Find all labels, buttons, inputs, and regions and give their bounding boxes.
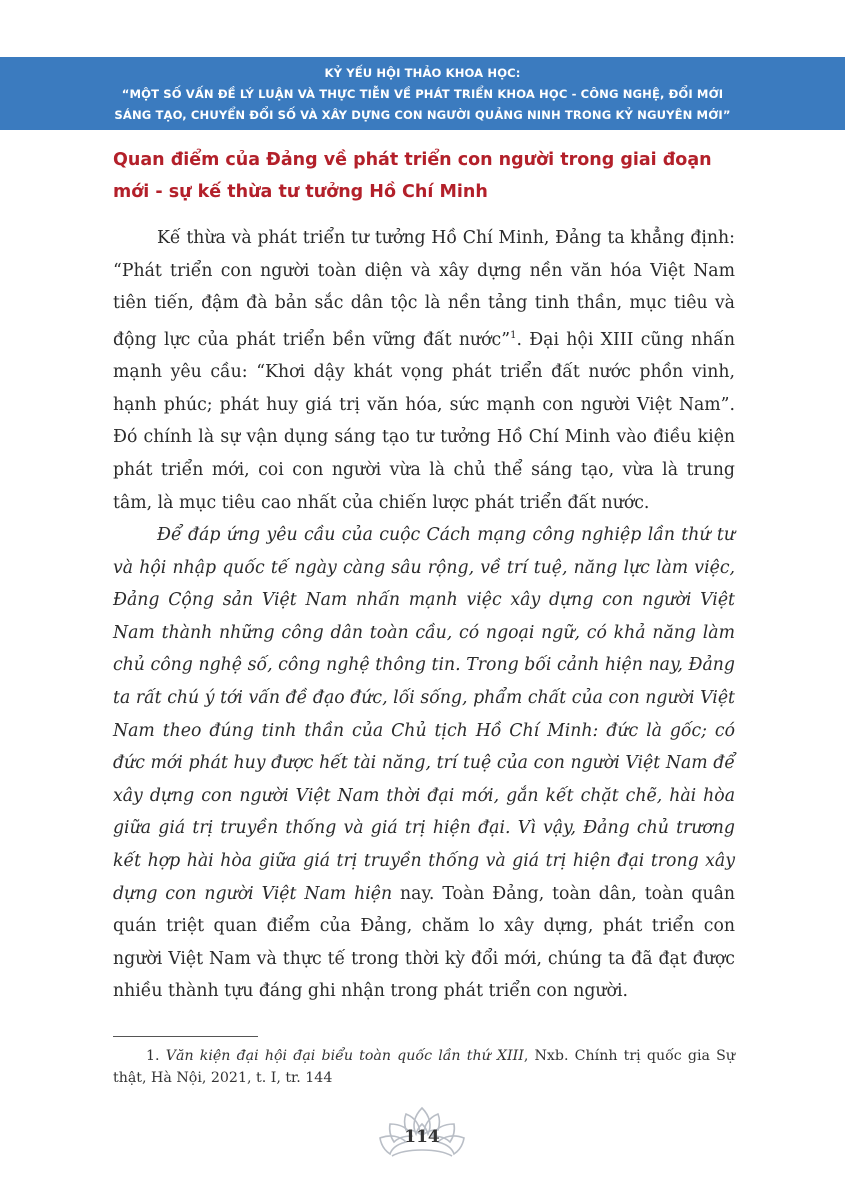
footnote-title: Văn kiện đại hội đại biểu toàn quốc lần thứ XIII [165, 1048, 524, 1064]
page-number-ornament [376, 1104, 468, 1162]
paragraph-2-italic: Để đáp ứng yêu cầu của cuộc Cách mạng công nghiệp lần thứ tư và hội nhập quốc tế ngày càng sâu rộng, về trí tuệ, năng lực làm việc, Đảng Cộng sản Việt Nam nhấn mạnh việc xây dựng con người Việt Nam thành những công dân toàn cầu, có ngoại ngữ, có khả năng làm chủ công nghệ số, công nghệ thông tin. Trong bối cảnh hiện nay, Đảng ta rất chú ý tới vấn đề đạo đức, lối sống, phẩm chất của con người Việt Nam theo đúng tinh thần của Chủ tịch Hồ Chí Minh: đức là gốc; có đức mới phát huy được hết tài năng, trí tuệ của con người Việt Nam để xây dựng con người Việt Nam thời đại mới, gắn kết chặt chẽ, hài hòa giữa giá trị truyền thống và giá trị hiện đại. Vì vậy, Đảng chủ trương kết hợp hài hòa giữa giá trị truyền thống và giá trị hiện đại trong xây dựng con người Việt Nam hiện [113, 525, 735, 904]
header-line-3: SÁNG TẠO, CHUYỂN ĐỔI SỐ VÀ XÂY DỰNG CON NGƯỜI QUẢNG NINH TRONG KỶ NGUYÊN MỚI” [114, 108, 731, 122]
paragraph-1-text-a: Kế thừa và phát triển tư tưởng Hồ Chí Minh, Đảng ta khẳng định: “Phát triển con người toàn diện và xây dựng nền văn hóa Việt Nam tiên tiến, đậm đà bản sắc dân tộc là nền tảng tinh thần, mục tiêu và động lực của phát triển bền vững đất nước” [113, 228, 735, 350]
section-heading-line-2: mới - sự kế thừa tư tưởng Hồ Chí Minh [113, 182, 488, 202]
paragraph-2-normal: nay. Toàn Đảng, toàn dân, toàn quân quán triệt quan điểm của Đảng, chăm lo xây dựng, phát triển con người Việt Nam và thực tế trong thời kỳ đổi mới, chúng ta đã đạt được nhiều thành tựu đáng ghi nhận trong phát triển con người. [113, 883, 736, 1002]
footnote [113, 1046, 735, 1089]
footnote-reference: 1 [510, 329, 517, 341]
section-heading-line-1: Quan điểm của Đảng về phát triển con người trong giai đoạn [113, 150, 712, 170]
paragraph-2 [113, 519, 735, 1008]
header-line-1: KỶ YẾU HỘI THẢO KHOA HỌC: [324, 66, 521, 80]
section-heading [113, 144, 753, 208]
footnote-divider [113, 1036, 258, 1037]
footnote-number: 1. [146, 1048, 160, 1064]
header-banner [0, 57, 845, 130]
paragraph-1 [113, 222, 735, 519]
paragraph-1-text-b: . Đại hội XIII cũng nhấn mạnh yêu cầu: “Khơi dậy khát vọng phát triển đất nước phồn vinh, hạnh phúc; phát huy giá trị văn hóa, sức mạnh con người Việt Nam”. Đó chính là sự vận dụng sáng tạo tư tưởng Hồ Chí Minh vào điều kiện phát triển mới, coi con người vừa là chủ thể sáng tạo, vừa là trung tâm, là mục tiêu cao nhất của chiến lược phát triển đất nước. [113, 329, 735, 513]
body-text [113, 222, 735, 1008]
footnote-rest: , Nxb. Chính trị quốc gia Sự thật, Hà Nội, 2021, t. I, tr. 144 [113, 1048, 735, 1086]
header-line-2: “MỘT SỐ VẤN ĐỀ LÝ LUẬN VÀ THỰC TIỄN VỀ PHÁT TRIỂN KHOA HỌC - CÔNG NGHỆ, ĐỔI MỚI [121, 87, 724, 101]
page-number: 114 [404, 1127, 440, 1147]
